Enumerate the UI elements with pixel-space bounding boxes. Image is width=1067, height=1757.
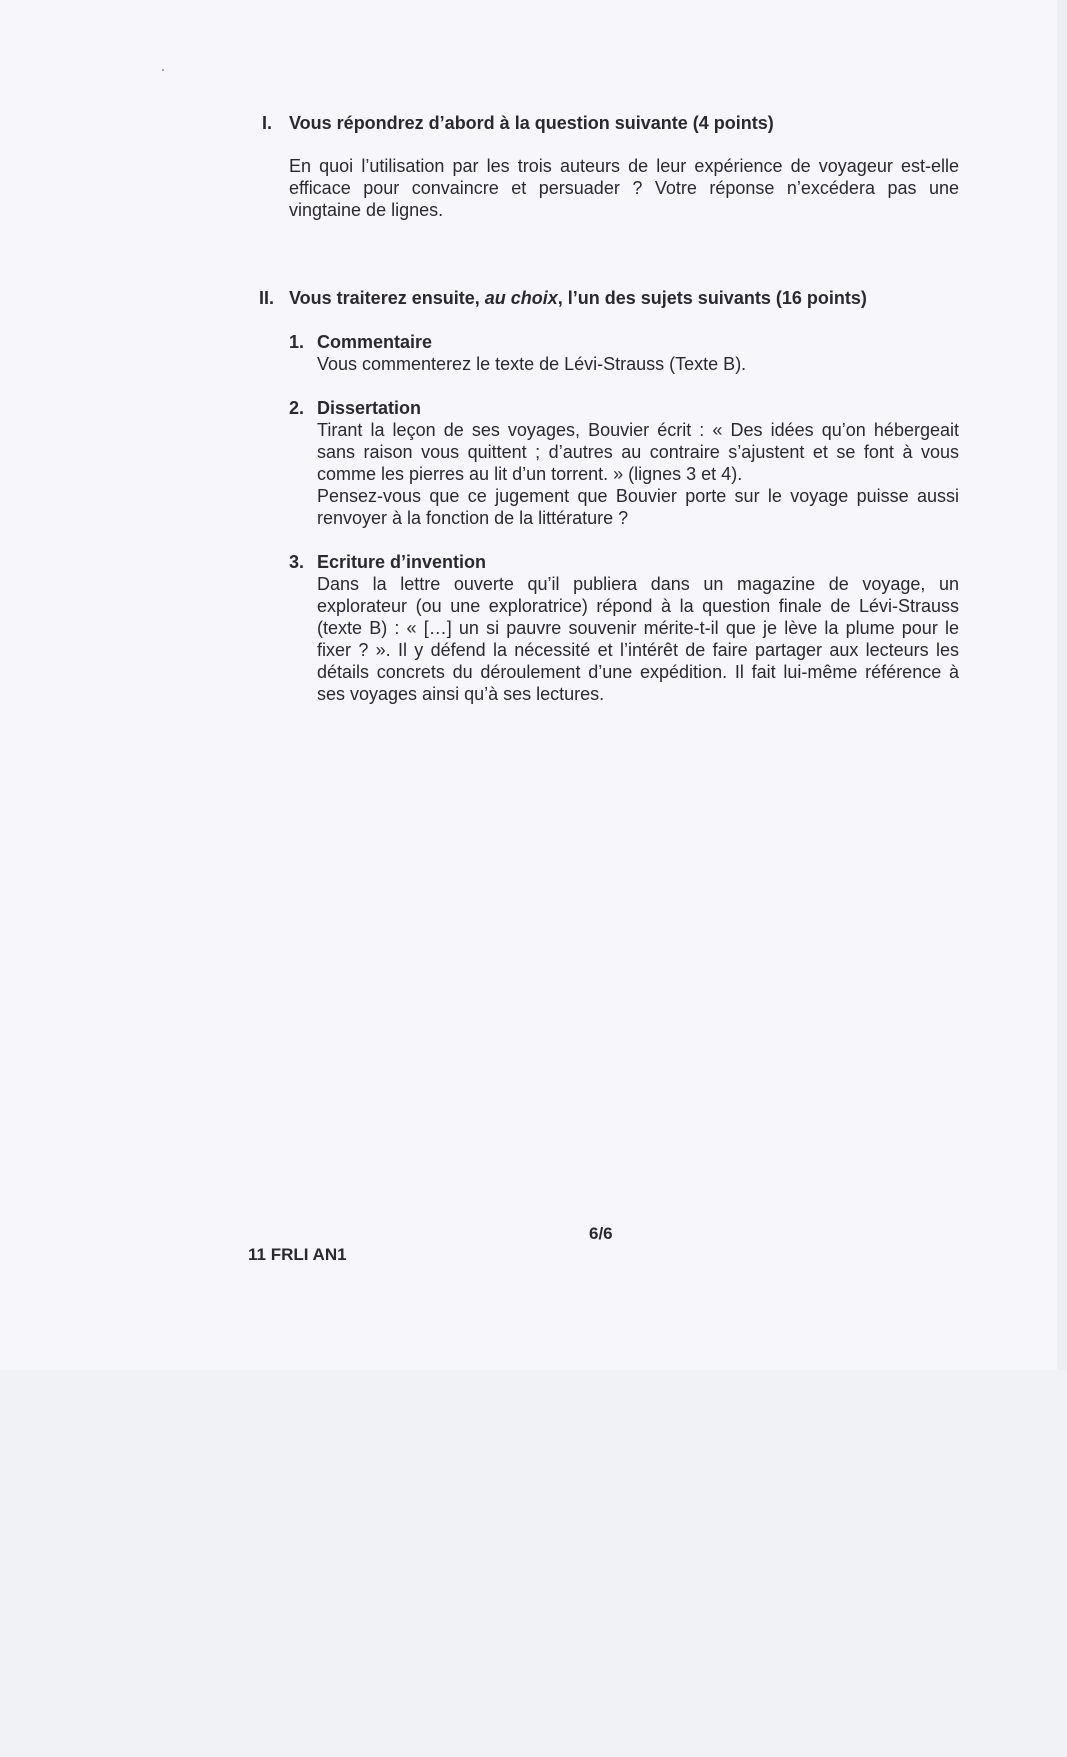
section-2-heading-end: , l’un des sujets suivants (16 points) <box>557 288 867 308</box>
section-2-number: II. <box>259 288 275 308</box>
item-2-title: Dissertation <box>317 398 422 418</box>
item-3-number: 3. <box>289 552 305 572</box>
item-1-text: Vous commenterez le texte de Lévi-Strauss (Texte B). <box>317 354 747 374</box>
section-1-number: I. <box>262 113 273 133</box>
item-2-text: Tirant la leçon de ses voyages, Bouvier écrit : « Des idées qu’on hébergeait sans raison vous quittent ; d’autres au contraire s’ajustent et se font à vous comme les pierres au lit d’un torrent. » (lignes 3 et 4). <box>317 420 959 484</box>
section-1-heading: Vous répondrez d’abord à la question suivante (4 points) <box>289 113 774 133</box>
scan-speck <box>162 69 164 71</box>
page-edge <box>1057 0 1067 1370</box>
item-3-title: Ecriture d’invention <box>317 552 487 572</box>
section-2-heading <box>289 287 867 309</box>
item-3-text: Dans la lettre ouverte qu’il publiera dans un magazine de voyage, un explorateur (ou une exploratrice) répond à la question finale de Lévi-Strauss (texte B) : « […] un si pauvre souvenir mérite-t-il que je lève la plume pour le fixer ? ». Il y défend la nécessité et l’intérêt de faire partager aux lecteurs les détails concrets du déroulement d’une expédition. Il fait lui-même référence à ses voyages ainsi qu’à ses lectures. <box>317 574 959 704</box>
document-code: 11 FRLI AN1 <box>248 1245 347 1264</box>
item-2-text-continued: Pensez-vous que ce jugement que Bouvier porte sur le voyage puisse aussi renvoyer à la fonction de la littérature ? <box>317 486 959 528</box>
item-1-number: 1. <box>289 332 305 352</box>
item-2-number: 2. <box>289 398 305 418</box>
item-1-title: Commentaire <box>317 332 433 352</box>
section-1-paragraph: En quoi l’utilisation par les trois auteurs de leur expérience de voyageur est-elle efficace pour convaincre et persuader ? Votre réponse n’excédera pas une vingtaine de lignes. <box>289 156 959 220</box>
page-number: 6/6 <box>589 1224 613 1243</box>
background-below-page <box>0 1370 1067 1757</box>
section-2-heading-italic: au choix <box>484 288 558 308</box>
section-2-heading-start: Vous traiterez ensuite, <box>289 288 485 308</box>
